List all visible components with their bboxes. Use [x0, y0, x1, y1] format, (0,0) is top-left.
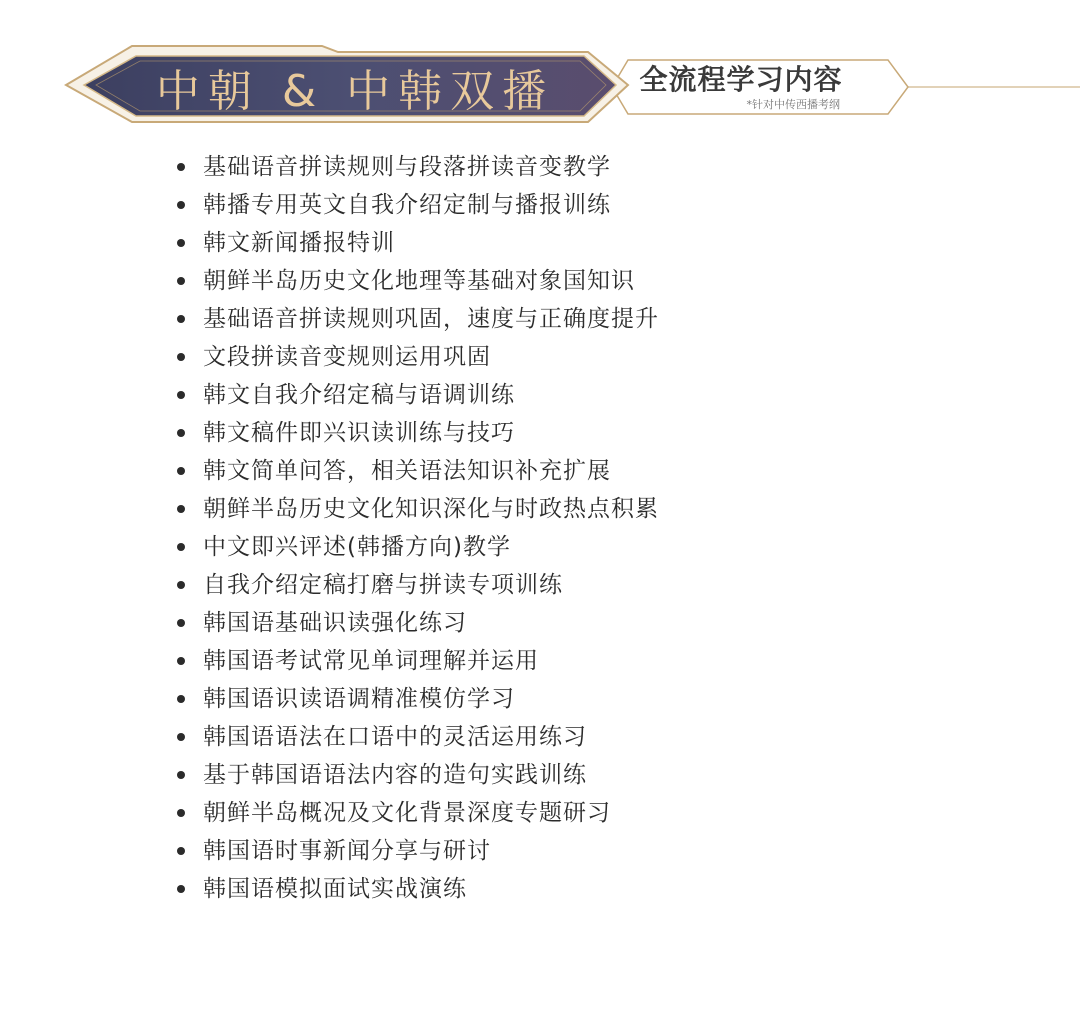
list-item — [175, 338, 659, 376]
banner-title: 中朝 & 中韩双播 — [155, 66, 555, 117]
bullet-icon — [177, 163, 185, 171]
list-item-text: 韩国语模拟面试实战演练 — [203, 876, 467, 902]
banner-note: *针对中传西播考纲 — [746, 98, 840, 111]
list-item-text: 朝鲜半岛概况及文化背景深度专题研习 — [203, 800, 611, 826]
list-item — [175, 262, 659, 300]
list-item-text: 韩国语基础识读强化练习 — [203, 610, 467, 636]
list-item-text: 自我介绍定稿打磨与拼读专项训练 — [203, 572, 563, 598]
list-item-text: 韩文自我介绍定稿与语调训练 — [203, 382, 515, 408]
list-item — [175, 528, 659, 566]
list-item-text: 中文即兴评述(韩播方向)教学 — [203, 534, 511, 560]
list-item-text: 基础语音拼读规则巩固，速度与正确度提升 — [203, 306, 659, 332]
list-item — [175, 756, 659, 794]
list-item — [175, 224, 659, 262]
list-item-text: 基于韩国语语法内容的造句实践训练 — [203, 762, 587, 788]
bullet-icon — [177, 543, 185, 551]
bullet-icon — [177, 315, 185, 323]
bullet-icon — [177, 429, 185, 437]
list-item — [175, 718, 659, 756]
list-item-text: 韩文稿件即兴识读训练与技巧 — [203, 420, 515, 446]
bullet-icon — [177, 239, 185, 247]
list-item — [175, 680, 659, 718]
bullet-icon — [177, 277, 185, 285]
bullet-icon — [177, 885, 185, 893]
bullet-icon — [177, 353, 185, 361]
list-item-text: 基础语音拼读规则与段落拼读音变教学 — [203, 154, 611, 180]
list-item-text: 韩文新闻播报特训 — [203, 230, 395, 256]
list-item — [175, 566, 659, 604]
list-item — [175, 832, 659, 870]
bullet-icon — [177, 467, 185, 475]
bullet-icon — [177, 619, 185, 627]
header-banner — [0, 0, 1080, 130]
list-item — [175, 376, 659, 414]
list-item — [175, 186, 659, 224]
list-item-text: 朝鲜半岛历史文化知识深化与时政热点积累 — [203, 496, 659, 522]
list-item — [175, 414, 659, 452]
list-item-text: 韩国语识读语调精准模仿学习 — [203, 686, 515, 712]
bullet-icon — [177, 695, 185, 703]
list-item — [175, 300, 659, 338]
list-item-text: 韩播专用英文自我介绍定制与播报训练 — [203, 192, 611, 218]
list-item — [175, 642, 659, 680]
list-item — [175, 452, 659, 490]
banner-subtitle: 全流程学习内容 — [639, 63, 843, 96]
bullet-icon — [177, 201, 185, 209]
list-item-text: 韩国语考试常见单词理解并运用 — [203, 648, 539, 674]
list-item-text: 韩国语语法在口语中的灵活运用练习 — [203, 724, 587, 750]
list-item — [175, 148, 659, 186]
list-item-text: 韩国语时事新闻分享与研讨 — [203, 838, 491, 864]
list-item — [175, 604, 659, 642]
bullet-icon — [177, 505, 185, 513]
bullet-icon — [177, 581, 185, 589]
bullet-icon — [177, 809, 185, 817]
bullet-icon — [177, 847, 185, 855]
bullet-icon — [177, 771, 185, 779]
list-item — [175, 490, 659, 528]
list-item — [175, 794, 659, 832]
list-item — [175, 870, 659, 908]
list-item-text: 韩文简单问答，相关语法知识补充扩展 — [203, 458, 611, 484]
bullet-icon — [177, 733, 185, 741]
course-content-list — [175, 148, 659, 908]
bullet-icon — [177, 391, 185, 399]
bullet-icon — [177, 657, 185, 665]
list-item-text: 文段拼读音变规则运用巩固 — [203, 344, 491, 370]
list-item-text: 朝鲜半岛历史文化地理等基础对象国知识 — [203, 268, 635, 294]
